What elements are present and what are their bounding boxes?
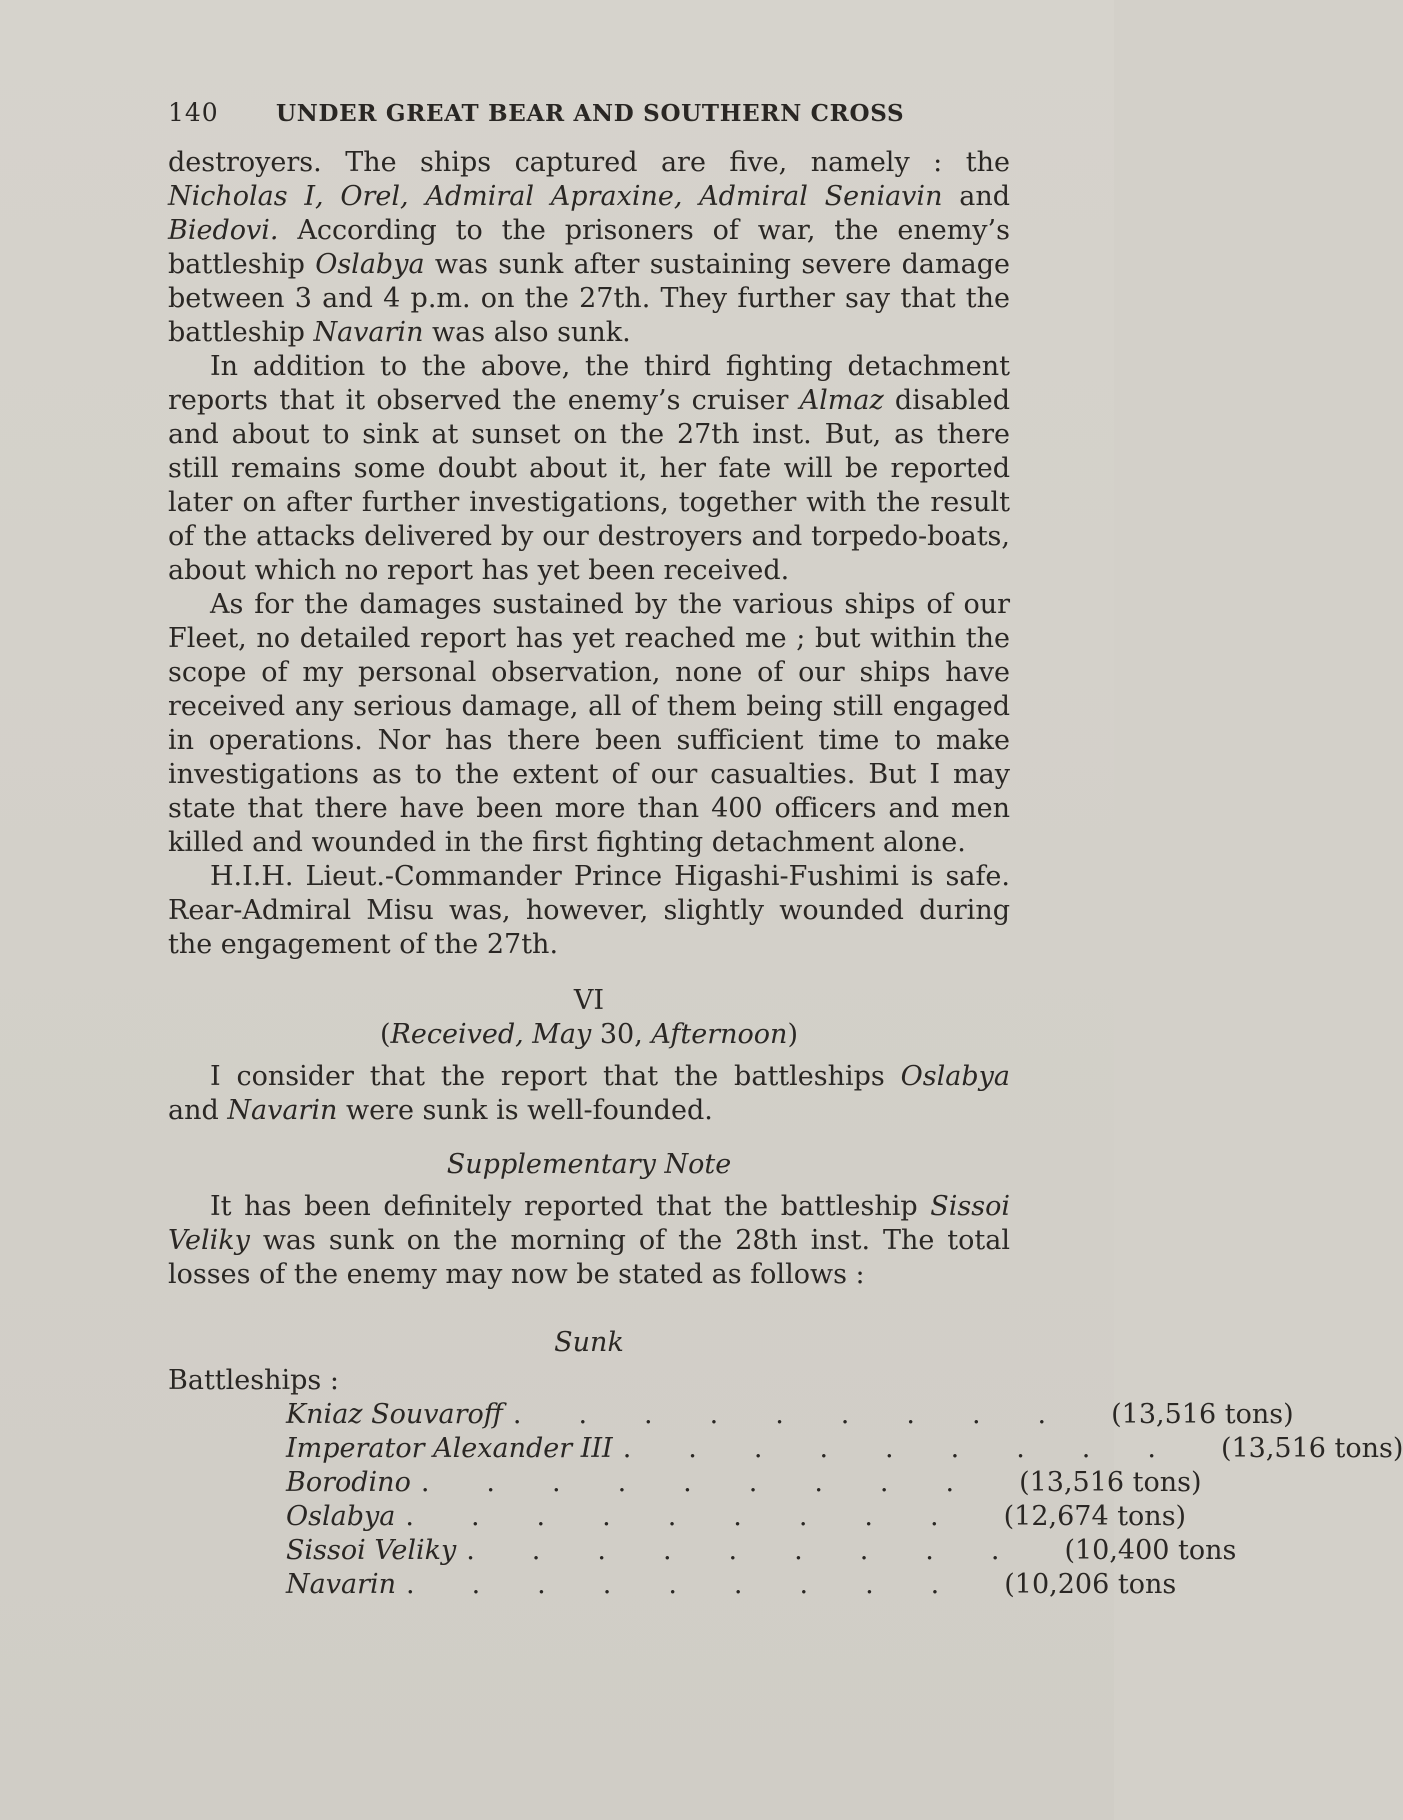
ship-name: Oslabya — [286, 1501, 396, 1532]
page-header — [168, 98, 1010, 127]
received-line: (Received, May 30, Afternoon) — [380, 1019, 798, 1050]
dot-leader: ......... — [622, 1433, 1213, 1464]
dot-leader: ......... — [405, 1501, 996, 1532]
paragraph-almaz: In addition to the above, the third fighting detachment reports that it observed the enemy’s cruiser Almaz disabled and about to sink at sunset on the 27th inst. But, as there still remains some doubt about it, her fate will be reported later on after further investigations, together with the result of the attacks delivered by our destroyers and torpedo-boats, about which no report has yet been received. — [168, 351, 1010, 586]
dot-leader: ......... — [466, 1535, 1057, 1566]
ship-tonnage: (10,206 tons — [1004, 1569, 1177, 1600]
supplementary-text — [168, 1190, 1010, 1292]
ship-name: Sissoi Veliky — [286, 1535, 457, 1566]
battleships-category: Battleships : — [168, 1365, 339, 1396]
page-number: 140 — [168, 98, 219, 127]
list-item — [168, 1432, 1403, 1466]
paragraph-well-founded: I consider that the report that the battleships Oslabya and Navarin were sunk is well-founded. — [168, 1061, 1010, 1126]
paragraph-prince: H.I.H. Lieut.-Commander Prince Higashi-Fushimi is safe. Rear-Admiral Misu was, however, slightly wounded during the engagement of the 27th. — [168, 861, 1010, 960]
ship-name: Borodino — [286, 1467, 411, 1498]
dot-leader: ......... — [512, 1399, 1104, 1430]
paragraph-captured-ships: destroyers. The ships captured are five, namely : the Nicholas I, Orel, Admiral Apraxine, Admiral Seniavin and Biedovi. According to the prisoners of war, the enemy’s battleship Oslabya was sunk after sustaining severe damage between 3 and 4 p.m. on the 27th. They further say that the battleship Navarin was also sunk. — [168, 147, 1010, 348]
supplementary-note-heading: Supplementary Note — [446, 1149, 732, 1180]
ship-tonnage: (10,400 tons — [1064, 1535, 1237, 1566]
ship-tonnage: (12,674 tons) — [1003, 1501, 1187, 1532]
body-text — [168, 146, 1010, 962]
ship-tonnage: (13,516 tons) — [1220, 1433, 1403, 1464]
ship-tonnage: (13,516 tons) — [1111, 1399, 1294, 1430]
paragraph-damages: As for the damages sustained by the various ships of our Fleet, no detailed report has yet reached me ; but within the scope of my personal observation, none of our ships have received any serious damage, all of them being still engaged in operations. Nor has there been sufficient time to make investigations as to the extent of our casualties. But I may state that there have been more than 400 officers and men killed and wounded in the first fighting detachment alone. — [168, 589, 1010, 858]
section-numeral: VI — [573, 985, 605, 1016]
ship-name: Navarin — [286, 1569, 397, 1600]
list-item — [168, 1500, 1187, 1534]
dot-leader: ......... — [406, 1569, 997, 1600]
list-item — [168, 1534, 1237, 1568]
dot-leader: ......... — [420, 1467, 1012, 1498]
list-item — [168, 1398, 1294, 1432]
ship-tonnage: (13,516 tons) — [1019, 1467, 1202, 1498]
sunk-heading: Sunk — [554, 1327, 624, 1358]
ship-name: Imperator Alexander III — [286, 1433, 613, 1464]
section-vi-text — [168, 1060, 1010, 1128]
running-title: UNDER GREAT BEAR AND SOUTHERN CROSS — [276, 100, 905, 127]
list-item — [168, 1568, 1177, 1602]
sunk-ships-list — [168, 1398, 1403, 1602]
list-item — [168, 1466, 1202, 1500]
ship-name: Kniaz Souvaroff — [286, 1399, 503, 1430]
paragraph-sissoi: It has been definitely reported that the battleship Sissoi Veliky was sunk on the morning of the 28th inst. The total losses of the enemy may now be stated as follows : — [168, 1191, 1010, 1290]
